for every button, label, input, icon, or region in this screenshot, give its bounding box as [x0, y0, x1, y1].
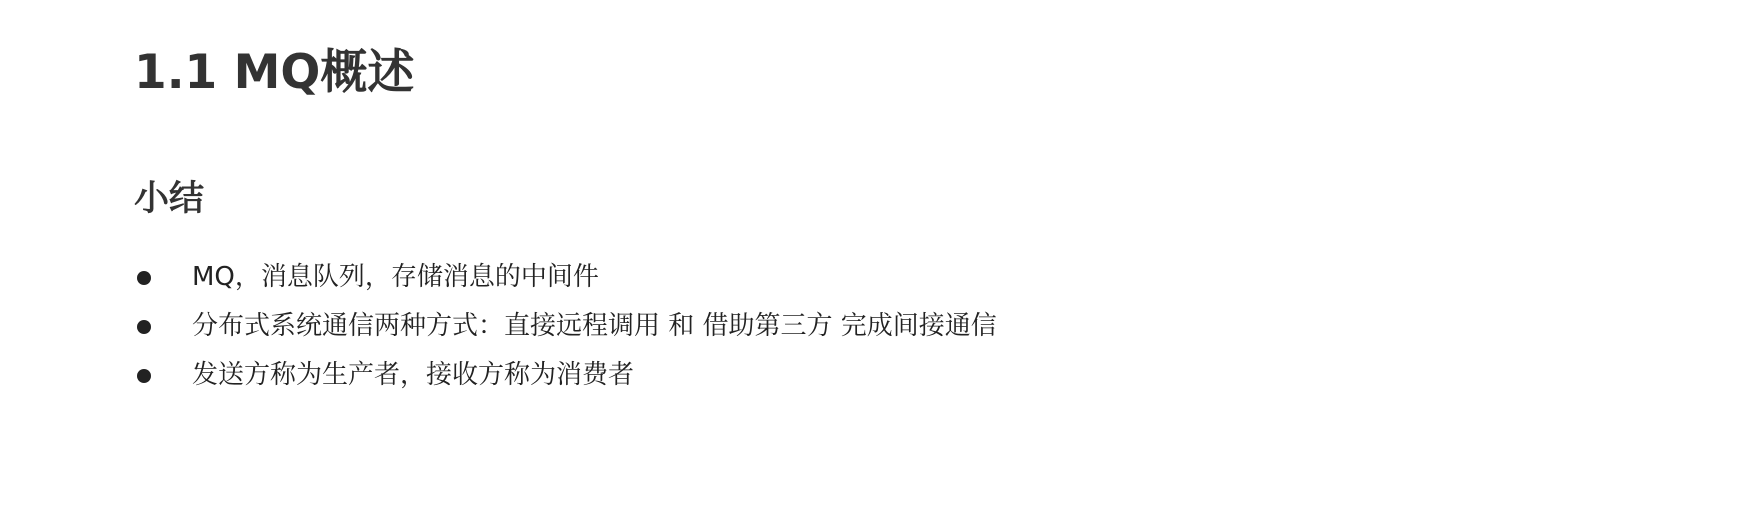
- bullet-icon: [137, 271, 151, 285]
- bullet-icon: [137, 320, 151, 334]
- bullet-text: 发送方称为生产者，接收方称为消费者: [192, 360, 635, 390]
- list-item: [134, 351, 997, 400]
- bullet-text: MQ，消息队列，存储消息的中间件: [192, 262, 599, 292]
- section-heading-summary: 小结: [134, 179, 205, 219]
- summary-bullet-list: [134, 253, 997, 400]
- list-item: [134, 302, 997, 351]
- list-item: [134, 253, 997, 302]
- bullet-icon: [137, 369, 151, 383]
- bullet-text: 分布式系统通信两种方式：直接远程调用 和 借助第三方 完成间接通信: [192, 311, 997, 341]
- page-title: 1.1 MQ概述: [134, 45, 415, 100]
